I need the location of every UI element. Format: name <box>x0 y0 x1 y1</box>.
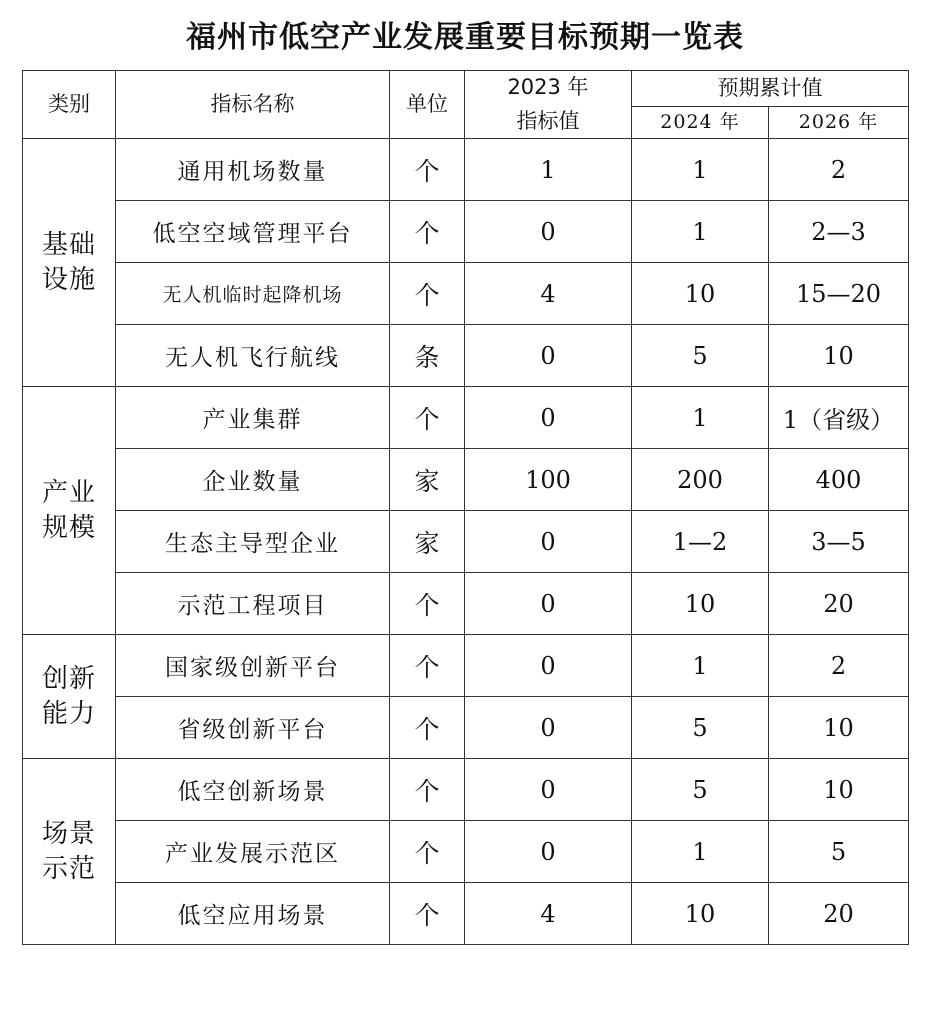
unit-cell: 个 <box>390 635 465 697</box>
table-row <box>23 387 909 449</box>
value-2023-cell: 0 <box>465 697 632 759</box>
header-baseline-label: 指标值 <box>516 108 580 133</box>
value-2024-cell: 1 <box>632 635 769 697</box>
value-2024-cell: 5 <box>632 325 769 387</box>
unit-cell: 个 <box>390 759 465 821</box>
goals-table <box>22 70 909 945</box>
unit-cell: 个 <box>390 387 465 449</box>
value-2024-cell: 10 <box>632 883 769 945</box>
table-row <box>23 263 909 325</box>
table-row <box>23 759 909 821</box>
indicator-name-cell: 省级创新平台 <box>116 697 390 759</box>
table-row <box>23 511 909 573</box>
unit-cell: 家 <box>390 511 465 573</box>
unit-cell: 家 <box>390 449 465 511</box>
category-line: 设施 <box>41 264 96 295</box>
value-2026-cell: 2 <box>769 635 909 697</box>
table-row <box>23 821 909 883</box>
value-2026-cell: 5 <box>769 821 909 883</box>
table-row <box>23 139 909 201</box>
value-2026-cell: 15—20 <box>769 263 909 325</box>
unit-cell: 条 <box>390 325 465 387</box>
header-baseline <box>465 71 632 139</box>
value-2024-cell: 5 <box>632 759 769 821</box>
category-line: 规模 <box>41 512 96 543</box>
indicator-name-cell: 产业发展示范区 <box>116 821 390 883</box>
table-row <box>23 201 909 263</box>
value-2026-cell: 20 <box>769 573 909 635</box>
header-indicator: 指标名称 <box>116 71 390 139</box>
header-year-2026: 2026 年 <box>769 106 909 138</box>
category-line: 示范 <box>41 853 96 884</box>
indicator-name-cell: 低空应用场景 <box>116 883 390 945</box>
value-2023-cell: 0 <box>465 511 632 573</box>
value-2023-cell: 1 <box>465 139 632 201</box>
value-2024-cell: 10 <box>632 263 769 325</box>
table-row <box>23 449 909 511</box>
value-2023-cell: 0 <box>465 635 632 697</box>
value-2023-cell: 4 <box>465 263 632 325</box>
category-cell <box>23 387 116 635</box>
category-line: 产业 <box>41 477 96 508</box>
indicator-name-cell: 示范工程项目 <box>116 573 390 635</box>
table-row <box>23 635 909 697</box>
category-line: 创新 <box>41 663 96 694</box>
value-2023-cell: 100 <box>465 449 632 511</box>
value-2023-cell: 0 <box>465 325 632 387</box>
table-row <box>23 883 909 945</box>
value-2026-cell: 3—5 <box>769 511 909 573</box>
value-2026-cell: 2—3 <box>769 201 909 263</box>
unit-cell: 个 <box>390 139 465 201</box>
unit-cell: 个 <box>390 201 465 263</box>
value-2024-cell: 1 <box>632 201 769 263</box>
category-cell <box>23 139 116 387</box>
category-line: 基础 <box>41 229 96 260</box>
value-2026-cell: 10 <box>769 759 909 821</box>
value-2026-cell: 1（省级） <box>769 387 909 449</box>
value-2024-cell: 10 <box>632 573 769 635</box>
table-body <box>23 139 909 945</box>
indicator-name-cell: 国家级创新平台 <box>116 635 390 697</box>
value-2023-cell: 0 <box>465 201 632 263</box>
value-2023-cell: 0 <box>465 573 632 635</box>
header-expected: 预期累计值 <box>632 71 909 107</box>
value-2023-cell: 0 <box>465 821 632 883</box>
category-cell <box>23 759 116 945</box>
value-2026-cell: 400 <box>769 449 909 511</box>
header-unit: 单位 <box>390 71 465 139</box>
header-baseline-year: 2023 年 <box>507 75 589 99</box>
unit-cell: 个 <box>390 821 465 883</box>
value-2026-cell: 10 <box>769 325 909 387</box>
table-row <box>23 573 909 635</box>
value-2024-cell: 200 <box>632 449 769 511</box>
unit-cell: 个 <box>390 263 465 325</box>
value-2024-cell: 5 <box>632 697 769 759</box>
indicator-name-cell: 无人机临时起降机场 <box>116 263 390 325</box>
table-title: 福州市低空产业发展重要目标预期一览表 <box>186 20 744 55</box>
category-line: 能力 <box>41 698 96 729</box>
category-line: 场景 <box>41 818 96 849</box>
indicator-name-cell: 低空创新场景 <box>116 759 390 821</box>
value-2024-cell: 1 <box>632 387 769 449</box>
value-2024-cell: 1 <box>632 821 769 883</box>
value-2026-cell: 10 <box>769 697 909 759</box>
category-cell <box>23 635 116 759</box>
indicator-name-cell: 通用机场数量 <box>116 139 390 201</box>
unit-cell: 个 <box>390 883 465 945</box>
indicator-name-cell: 产业集群 <box>116 387 390 449</box>
indicator-name-cell: 低空空域管理平台 <box>116 201 390 263</box>
table-row <box>23 325 909 387</box>
value-2023-cell: 0 <box>465 387 632 449</box>
header-category: 类别 <box>23 71 116 139</box>
value-2023-cell: 4 <box>465 883 632 945</box>
indicator-name-cell: 企业数量 <box>116 449 390 511</box>
value-2024-cell: 1 <box>632 139 769 201</box>
unit-cell: 个 <box>390 573 465 635</box>
value-2026-cell: 2 <box>769 139 909 201</box>
unit-cell: 个 <box>390 697 465 759</box>
indicator-name-cell: 无人机飞行航线 <box>116 325 390 387</box>
value-2023-cell: 0 <box>465 759 632 821</box>
header-year-2024: 2024 年 <box>632 106 769 138</box>
value-2026-cell: 20 <box>769 883 909 945</box>
value-2024-cell: 1—2 <box>632 511 769 573</box>
table-row <box>23 697 909 759</box>
indicator-name-cell: 生态主导型企业 <box>116 511 390 573</box>
